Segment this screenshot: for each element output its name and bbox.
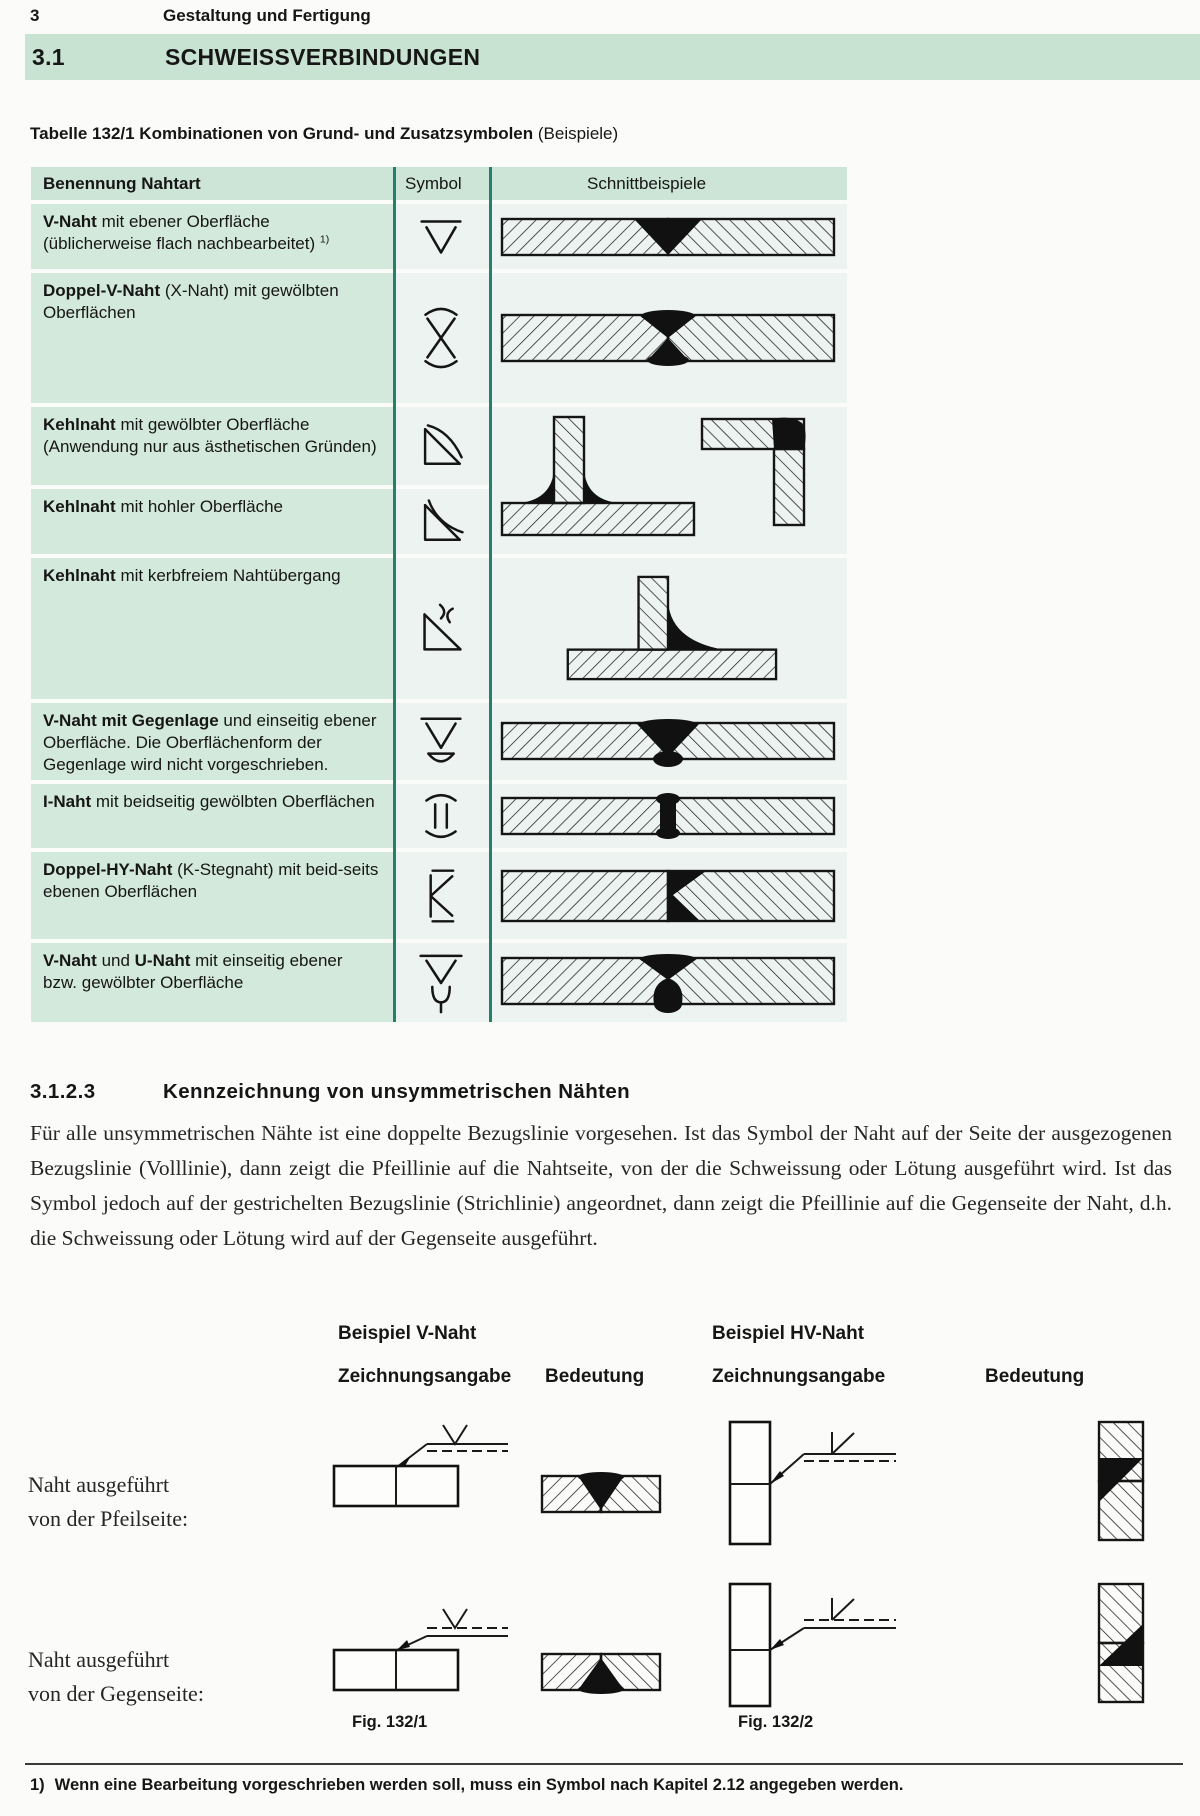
column-header-2: Symbol	[393, 167, 489, 200]
seam-name-cell: Kehlnaht mit hohler Oberfläche	[31, 489, 393, 554]
footnote-marker: 1)	[30, 1776, 45, 1794]
running-header	[30, 6, 371, 26]
subsection-heading	[30, 1080, 630, 1104]
section-band	[25, 34, 1200, 80]
cross-section-cell	[489, 703, 847, 780]
body-paragraph: Für alle unsymmetrischen Nähte ist eine doppelte Bezugslinie vorgesehen. Ist das Symbol der Naht auf der Seite der ausgezogenen Bezugslinie (Volllinie), dann zeigt die Pfeillinie auf die Nahtseite, von der die Schweissung oder Lötung ausgeführt wird. Ist das Symbol jedoch auf der gestrichelten Bezugslinie (Strichlinie) angeordnet, dann zeigt die Pfeillinie auf die Gegenseite der Naht, d.h. die Schweissung oder Lötung wird auf der Gegenseite ausgeführt.	[30, 1121, 1172, 1251]
butt-v-backing-cross-section	[498, 715, 838, 769]
butt-k-cross-section	[498, 868, 838, 924]
cross-section-cell	[489, 407, 847, 554]
v-flat-backing-icon	[410, 709, 472, 775]
fillet-notchfree-icon	[410, 599, 472, 659]
seam-name-cell: V-Naht mit ebener Oberfläche (üblicherweise flach nachbearbeitet) $^{1)}$	[31, 204, 393, 269]
figure-2-caption: Fig. 132/2	[738, 1713, 814, 1731]
column-header-1: Benennung Nahtart	[31, 167, 393, 200]
symbol-cell	[393, 558, 489, 699]
table-title	[30, 124, 618, 144]
symbol-cell	[393, 703, 489, 780]
v-drawing-col-label: Zeichnungsangabe	[338, 1366, 512, 1387]
symbol-cell	[393, 852, 489, 939]
symbol-cell	[393, 943, 489, 1022]
plate	[730, 1584, 770, 1706]
figure-1-caption: Fig. 132/1	[352, 1713, 428, 1731]
section-number: 3.1	[32, 43, 65, 70]
arrowhead-icon	[770, 1639, 784, 1650]
seam-name-cell: Kehlnaht mit gewölbter Oberfläche (Anwendung nur aus ästhetischen Gründen)	[31, 407, 393, 485]
butt-i-cross-section	[498, 788, 838, 844]
column-header-3: Schnittbeispiele	[489, 167, 847, 200]
fillet-concave-icon	[411, 493, 471, 551]
hv-weld-drawing-arrow-side	[716, 1418, 901, 1548]
hv-drawing-col-label: Zeichnungsangabe	[712, 1366, 886, 1387]
cross-section-cell	[489, 852, 847, 939]
arrow-side-label: Naht ausgeführt von der Pfeilseite:	[28, 1472, 189, 1531]
example-hv-title: Beispiel HV-Naht	[712, 1323, 865, 1344]
footnote	[30, 1776, 903, 1795]
v-weld-meaning-arrow-side	[540, 1470, 662, 1516]
seam-name-cell: Doppel-V-Naht (X-Naht) mit gewölbten Oberflächen	[31, 273, 393, 403]
cross-section-cell	[489, 204, 847, 269]
v-meaning-col-label: Bedeutung	[545, 1366, 645, 1387]
opposite-side-label: Naht ausgeführt von der Gegenseite:	[28, 1647, 204, 1706]
v-u-flat-convex-icon	[410, 948, 472, 1018]
symbol-cell	[393, 273, 489, 403]
v-symbol-icon	[443, 1609, 467, 1628]
seam-name-cell: Kehlnaht mit kerbfreiem Nahtübergang	[31, 558, 393, 699]
symbol-cell	[393, 784, 489, 848]
footnote-rule	[25, 1763, 1183, 1765]
butt-v-flat-cross-section	[498, 215, 838, 259]
weld-symbol-table	[31, 167, 847, 1022]
example-v-title: Beispiel V-Naht	[338, 1323, 477, 1344]
double-v-convex-icon	[410, 301, 472, 375]
chapter-number: 3	[30, 6, 40, 25]
hv-symbol-icon	[832, 1598, 854, 1620]
butt-v-u-cross-section	[498, 952, 838, 1014]
table-title-bold: Tabelle 132/1 Kombinationen von Grund- und Zusatzsymbolen	[30, 124, 534, 143]
chapter-title: Gestaltung und Fertigung	[163, 6, 371, 25]
subsection-title: Kennzeichnung von unsymmetrischen Nähten	[163, 1080, 631, 1103]
column-separator-2	[489, 167, 492, 1022]
arrowhead-icon	[397, 1640, 410, 1650]
hv-weld-meaning-opposite-side	[1096, 1582, 1146, 1706]
cross-section-cell	[489, 784, 847, 848]
footnote-text: Wenn eine Bearbeitung vorgeschrieben werden soll, muss ein Symbol nach Kapitel 2.12 angegeben werden.	[54, 1776, 904, 1794]
seam-name-cell: I-Naht mit beidseitig gewölbten Oberflächen	[31, 784, 393, 848]
symbol-cell	[393, 204, 489, 269]
column-separator-1	[393, 167, 396, 1022]
i-convex-both-icon	[410, 785, 472, 847]
fillet-convex-icon	[411, 417, 471, 475]
v-weld-meaning-opposite-side	[540, 1648, 662, 1696]
v-weld-drawing-arrow-side	[330, 1410, 515, 1515]
fillet-notchfree-t-cross-section	[490, 573, 846, 685]
seam-name-cell: Doppel-HY-Naht (K-Stegnaht) mit beid-seits ebenen Oberflächen	[31, 852, 393, 939]
seam-name-cell: V-Naht mit Gegenlage und einseitig ebener Oberfläche. Die Oberflächenform der Gegenlage wird nicht vorgeschrieben.	[31, 703, 393, 780]
butt-double-v-cross-section	[498, 309, 838, 367]
hv-symbol-icon	[832, 1432, 854, 1454]
section-title: SCHWEISSVERBINDUNGEN	[165, 43, 481, 70]
double-hy-flat-icon	[411, 864, 471, 928]
v-flat-surface-icon	[410, 206, 472, 268]
hv-meaning-col-label: Bedeutung	[985, 1366, 1085, 1387]
seam-name-cell: V-Naht und U-Naht mit einseitig ebener bzw. gewölbter Oberfläche	[31, 943, 393, 1022]
v-symbol-icon	[443, 1425, 467, 1444]
hv-weld-meaning-arrow-side	[1096, 1420, 1146, 1544]
symbol-cell	[393, 407, 489, 485]
v-weld-drawing-opposite-side	[330, 1588, 515, 1698]
cross-section-cell	[489, 558, 847, 699]
cross-section-cell	[489, 943, 847, 1022]
subsection-number: 3.1.2.3	[30, 1080, 96, 1103]
cross-section-cell	[489, 273, 847, 403]
table-title-suffix: (Beispiele)	[533, 124, 619, 143]
fillet-t-and-corner-cross-section	[490, 411, 846, 551]
figures-area	[0, 1318, 1200, 1760]
symbol-cell	[393, 489, 489, 554]
hv-weld-drawing-opposite-side	[716, 1580, 901, 1710]
